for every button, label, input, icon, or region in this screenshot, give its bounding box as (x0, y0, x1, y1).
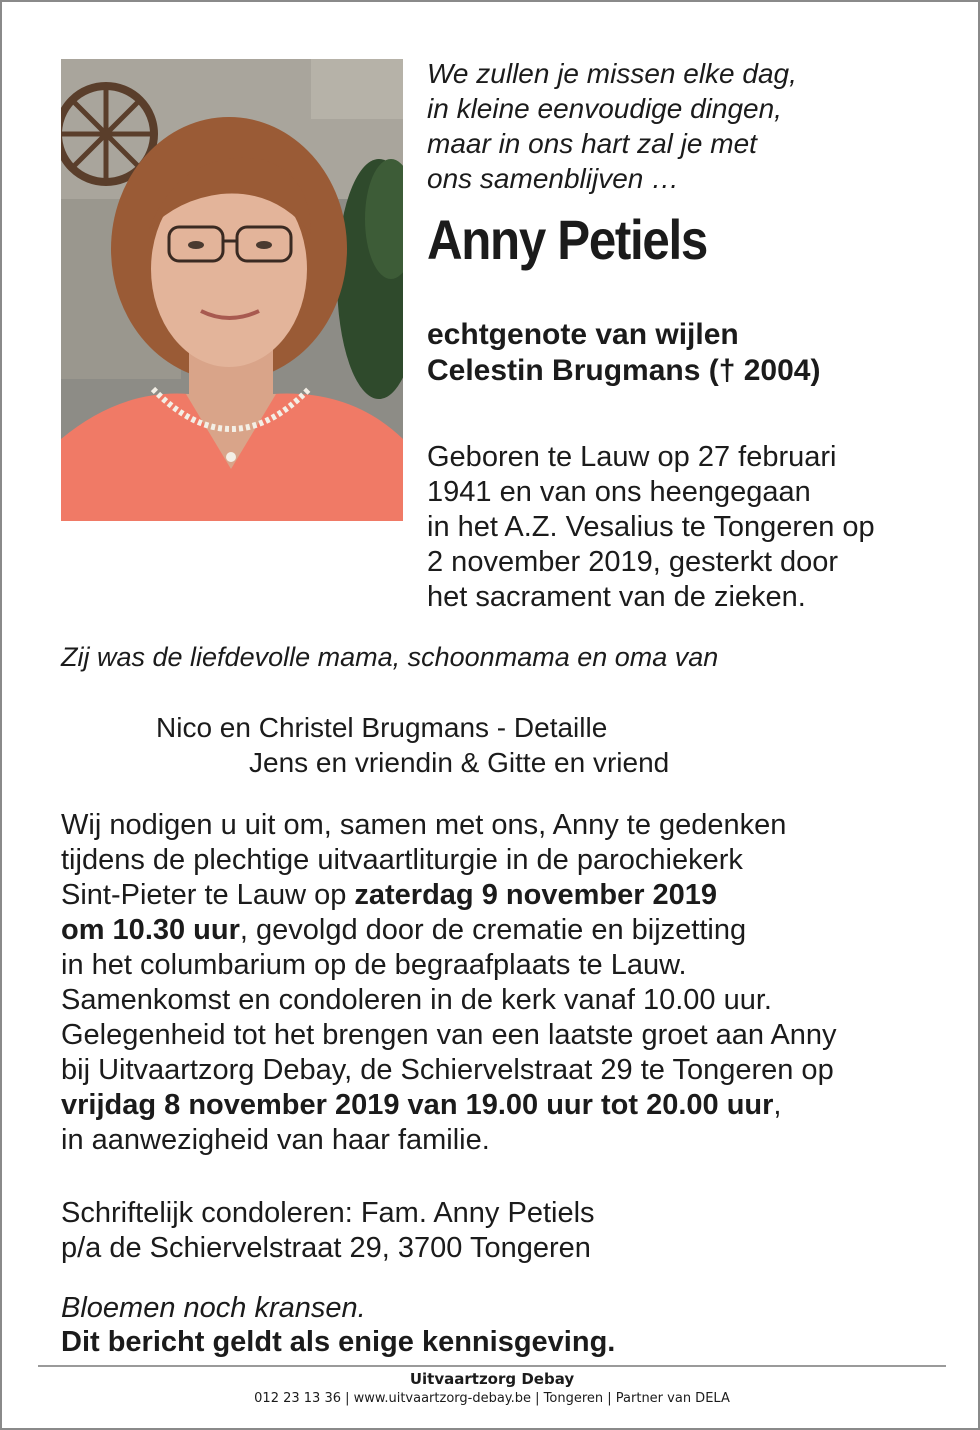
notice-line: Dit bericht geldt als enige kennisgeving. (61, 1326, 616, 1358)
footer-divider (38, 1365, 946, 1367)
invitation-line: in het columbarium op de begraafplaats te Lauw. (61, 949, 687, 981)
invitation-line: om 10.30 uur, gevolgd door de crematie en bijzetting (61, 914, 747, 946)
flowers-note: Bloemen noch kransen. (61, 1292, 366, 1324)
condolence-line-1: Schriftelijk condoleren: Fam. Anny Petiels (61, 1197, 595, 1229)
invitation-text (61, 808, 837, 1158)
invitation-line: in aanwezigheid van haar familie. (61, 1124, 490, 1156)
invitation-line: tijdens de plechtige uitvaartliturgie in de parochiekerk (61, 844, 743, 876)
deceased-name: Anny Petiels (427, 208, 707, 271)
invitation-line: Wij nodigen u uit om, samen met ons, Anny te gedenken (61, 809, 787, 841)
funeral-date: zaterdag 9 november 2019 (354, 879, 718, 911)
family-line-2: Jens en vriendin & Gitte en vriend (249, 747, 670, 778)
portrait-photo (61, 59, 403, 521)
funeral-home-name: Uitvaartzorg Debay (409, 1370, 575, 1388)
condolence-line-2: p/a de Schiervelstraat 29, 3700 Tongeren (61, 1232, 591, 1264)
invitation-line: vrijdag 8 november 2019 van 19.00 uur tot 20.00 uur, (61, 1089, 782, 1121)
family-intro: Zij was de liefdevolle mama, schoonmama en oma van (61, 642, 719, 672)
spouse-line: echtgenote van wijlen Celestin Brugmans († 2004) (427, 318, 821, 387)
birth-death-text: Geboren te Lauw op 27 februari 1941 en van ons heengegaan in het A.Z. Vesalius te Tongeren op 2 november 2019, gesterkt door het sacrament van de zieken. (427, 441, 875, 613)
funeral-home-contact: 012 23 13 36 | www.uitvaartzorg-debay.be | Tongeren | Partner van DELA (254, 1391, 730, 1406)
invitation-line: Sint-Pieter te Lauw op zaterdag 9 november 2019 (61, 879, 718, 911)
condolence-address (61, 1196, 595, 1266)
invitation-line: Samenkomst en condoleren in de kerk vanaf 10.00 uur. (61, 984, 772, 1016)
family-line-1: Nico en Christel Brugmans - Detaille (156, 712, 608, 743)
invitation-line: Gelegenheid tot het brengen van een laatste groet aan Anny (61, 1019, 837, 1051)
memorial-poem: We zullen je missen elke dag, in kleine eenvoudige dingen, maar in ons hart zal je met ons samenblijven … (427, 58, 797, 194)
funeral-time: om 10.30 uur (61, 914, 240, 946)
invitation-line: bij Uitvaartzorg Debay, de Schiervelstraat 29 te Tongeren op (61, 1054, 834, 1086)
visitation-time: vrijdag 8 november 2019 van 19.00 uur tot 20.00 uur (61, 1089, 774, 1121)
